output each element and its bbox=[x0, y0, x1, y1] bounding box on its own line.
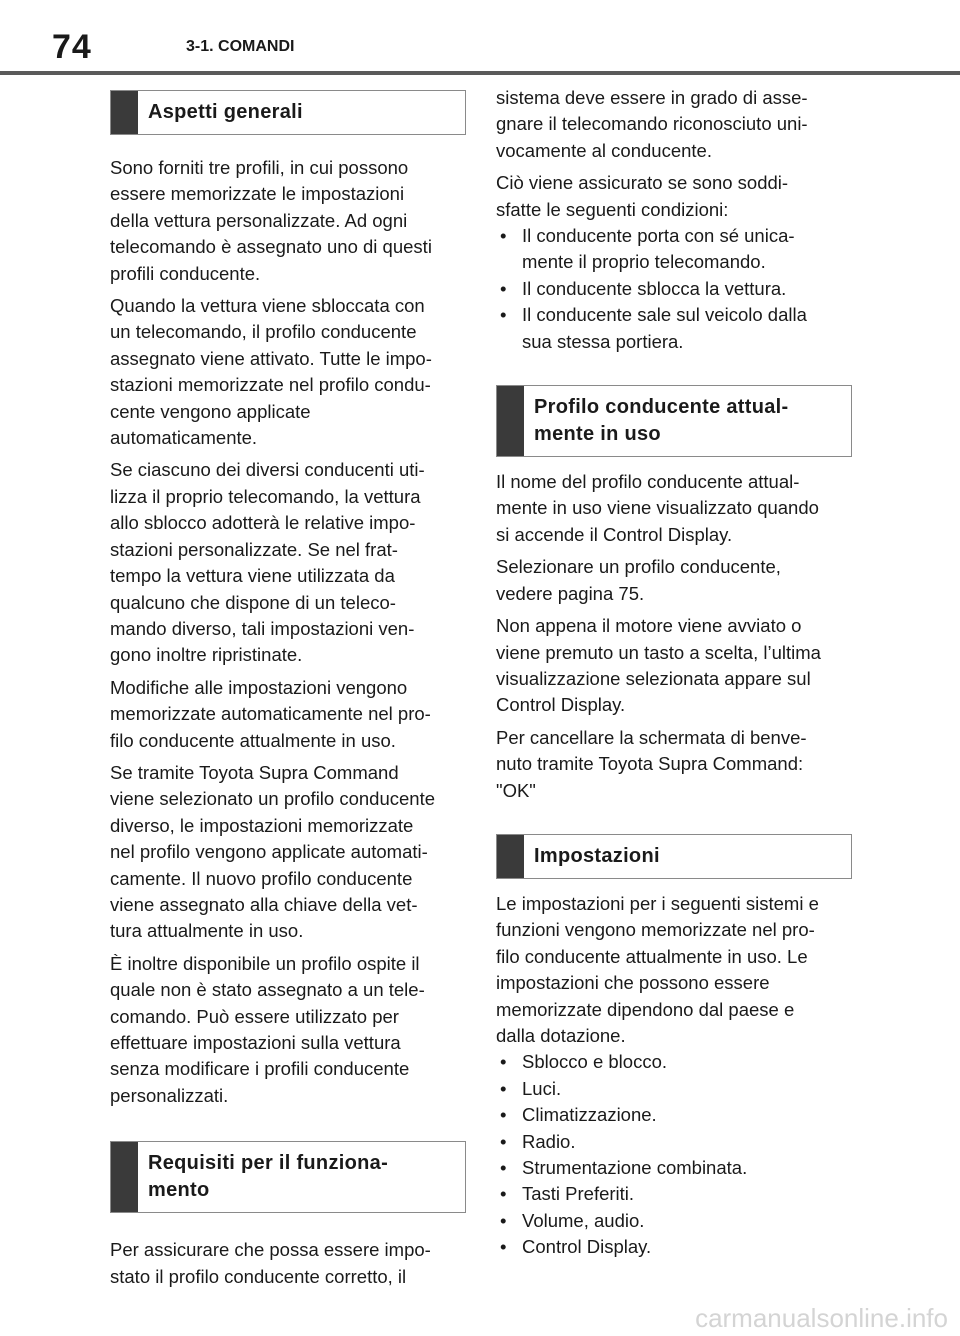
list-item: • Il conducente sblocca la vettura. bbox=[496, 276, 852, 302]
paragraph: Il nome del profilo conducente attual- mente in uso viene visualizzato quando si accende il Control Display. bbox=[496, 471, 819, 545]
page-number: 74 bbox=[52, 28, 92, 66]
list-item: • Sblocco e blocco. bbox=[496, 1049, 852, 1075]
heading-text: Requisiti per il funziona- mento bbox=[148, 1152, 389, 1202]
left-column bbox=[110, 90, 466, 1290]
heading-bar bbox=[111, 1142, 138, 1212]
section-heading-aspetti bbox=[110, 90, 466, 135]
section-heading-profilo bbox=[496, 385, 852, 457]
list-item: • Tasti Preferiti. bbox=[496, 1181, 852, 1207]
list-item: • Radio. bbox=[496, 1129, 852, 1155]
heading-text: Aspetti generali bbox=[148, 101, 303, 123]
list-item: • Luci. bbox=[496, 1076, 852, 1102]
heading-bar bbox=[111, 91, 138, 134]
list-item: • Il conducente porta con sé unica- mente il proprio telecomando. bbox=[496, 223, 852, 276]
paragraph: Ciò viene assicurato se sono soddi- sfatte le seguenti condizioni: bbox=[496, 172, 789, 220]
conditions-list bbox=[496, 223, 852, 355]
paragraph: Per assicurare che possa essere impo- stato il profilo conducente corretto, il bbox=[110, 1239, 431, 1287]
paragraph: Quando la vettura viene sbloccata con un telecomando, il profilo conducente assegnato viene attivato. Tutte le impo- stazioni memorizzate nel profilo condu- cente vengono applicate automaticamente. bbox=[110, 295, 432, 449]
paragraph: Sono forniti tre profili, in cui possono essere memorizzate le impostazioni della vettura personalizzate. Ad ogni telecomando è assegnato uno di questi profili conducente. bbox=[110, 157, 432, 284]
paragraph: Le impostazioni per i seguenti sistemi e funzioni vengono memorizzate nel pro- filo conducente attualmente in uso. Le impostazioni che possono essere memorizzate dipendono dal paese e dalla dotazione. bbox=[496, 892, 819, 1046]
list-item: • Volume, audio. bbox=[496, 1208, 852, 1234]
watermark: carmanualsonline.info bbox=[695, 1303, 948, 1333]
heading-text: Impostazioni bbox=[534, 844, 660, 867]
list-item: • Il conducente sale sul veicolo dalla sua stessa portiera. bbox=[496, 302, 852, 355]
paragraph: Se ciascuno dei diversi conducenti uti- lizza il proprio telecomando, la vettura allo sblocco adotterà le relative impo- stazioni personalizzate. Se nel frat- tempo la vettura viene utilizzata da qualcuno che dispone di un teleco- mando diverso, tali impostazioni ven- gono inoltre ripristinate. bbox=[110, 459, 425, 666]
settings-list bbox=[496, 1049, 852, 1260]
header-rule bbox=[0, 71, 960, 75]
list-item: • Control Display. bbox=[496, 1234, 852, 1260]
heading-bar bbox=[497, 386, 524, 456]
paragraph: È inoltre disponibile un profilo ospite il quale non è stato assegnato a un tele- comando. Può essere utilizzato per effettuare impostazioni sulla vettura senza modificare i profili conducente personalizzati. bbox=[110, 952, 425, 1106]
paragraph: Non appena il motore viene avviato o viene premuto un tasto a scelta, l’ultima visualizzazione selezionata appare sul Control Display. bbox=[496, 615, 821, 716]
section-heading-impostazioni bbox=[496, 834, 852, 879]
list-item: • Climatizzazione. bbox=[496, 1102, 852, 1128]
paragraph: Modifiche alle impostazioni vengono memorizzate automaticamente nel pro- filo conducente attualmente in uso. bbox=[110, 676, 431, 751]
heading-text: Profilo conducente attual- mente in uso bbox=[534, 396, 789, 446]
heading-bar bbox=[497, 835, 524, 878]
chapter-title: 3-1. COMANDI bbox=[186, 38, 295, 55]
paragraph: Selezionare un profilo conducente, vedere pagina 75. bbox=[496, 556, 781, 604]
list-item: • Strumentazione combinata. bbox=[496, 1155, 852, 1181]
right-column bbox=[496, 85, 852, 1261]
section-heading-requisiti bbox=[110, 1141, 466, 1213]
paragraph: sistema deve essere in grado di asse- gnare il telecomando riconosciuto uni- vocamente al conducente. bbox=[496, 87, 808, 161]
paragraph: Per cancellare la schermata di benve- nuto tramite Toyota Supra Command: "OK" bbox=[496, 726, 807, 801]
paragraph: Se tramite Toyota Supra Command viene selezionato un profilo conducente diverso, le impostazioni memorizzate nel profilo vengono applicate automati- camente. Il nuovo profilo conducente viene assegnato alla chiave della vet- tura attualmente in uso. bbox=[110, 761, 436, 942]
